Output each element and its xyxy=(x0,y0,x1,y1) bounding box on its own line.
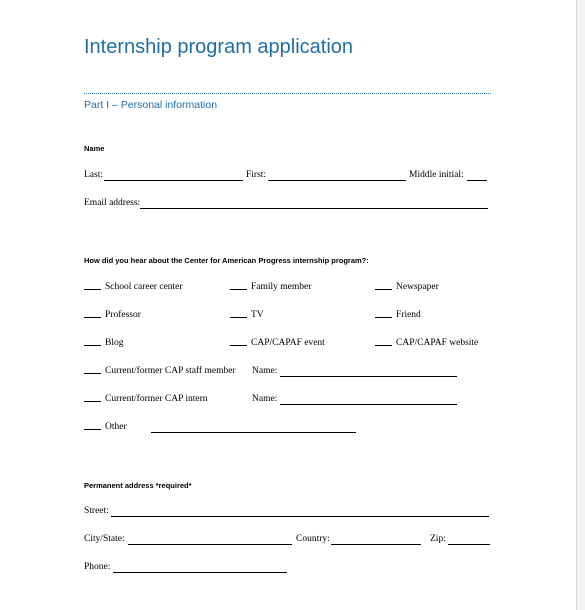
option-label: Other xyxy=(105,422,127,432)
last-name-label: Last: xyxy=(84,170,103,180)
email-label: Email address: xyxy=(84,198,141,208)
option-cap-staff-member[interactable] xyxy=(84,367,236,377)
option-label: TV xyxy=(251,310,264,320)
city-state-label: City/State: xyxy=(84,534,125,544)
option-label: Professor xyxy=(105,310,141,320)
option-label: Current/former CAP intern xyxy=(105,394,208,404)
checkbox-blank[interactable] xyxy=(230,345,247,346)
section-title-part1: Part I – Personal information xyxy=(84,99,218,111)
option-cap-website[interactable] xyxy=(375,339,478,349)
option-friend[interactable] xyxy=(375,311,421,321)
option-family-member[interactable] xyxy=(230,283,311,293)
option-newspaper[interactable] xyxy=(375,283,439,293)
section-divider xyxy=(84,93,491,94)
middle-initial-label: Middle initial: xyxy=(409,170,464,180)
street-label: Street: xyxy=(84,506,109,516)
checkbox-blank[interactable] xyxy=(230,317,247,318)
option-label: CAP/CAPAF event xyxy=(251,338,325,348)
hear-question: How did you hear about the Center for American Progress internship program?: xyxy=(84,256,369,265)
email-field[interactable] xyxy=(140,208,488,209)
staff-name-field[interactable] xyxy=(280,376,457,377)
checkbox-blank[interactable] xyxy=(84,345,101,346)
checkbox-blank[interactable] xyxy=(375,317,392,318)
street-field[interactable] xyxy=(111,516,489,517)
page-title: Internship program application xyxy=(84,36,354,58)
option-label: Current/former CAP staff member xyxy=(105,366,236,376)
option-other[interactable] xyxy=(84,423,127,433)
first-name-label: First: xyxy=(246,170,267,180)
option-label: CAP/CAPAF website xyxy=(396,338,479,348)
checkbox-blank[interactable] xyxy=(84,289,101,290)
option-cap-event[interactable] xyxy=(230,339,325,349)
name-heading: Name xyxy=(84,144,105,153)
checkbox-blank[interactable] xyxy=(84,317,101,318)
option-school-career-center[interactable] xyxy=(84,283,183,293)
option-professor[interactable] xyxy=(84,311,141,321)
checkbox-blank[interactable] xyxy=(375,345,392,346)
checkbox-blank[interactable] xyxy=(84,429,101,430)
phone-field[interactable] xyxy=(113,572,287,573)
country-field[interactable] xyxy=(331,544,421,545)
option-cap-intern[interactable] xyxy=(84,395,208,405)
checkbox-blank[interactable] xyxy=(84,373,101,374)
other-source-field[interactable] xyxy=(151,432,356,433)
last-name-field[interactable] xyxy=(104,180,243,181)
phone-label: Phone: xyxy=(84,562,111,572)
option-tv[interactable] xyxy=(230,311,264,321)
country-label: Country: xyxy=(296,534,330,544)
checkbox-blank[interactable] xyxy=(84,401,101,402)
checkbox-blank[interactable] xyxy=(230,289,247,290)
intern-name-label: Name: xyxy=(252,394,278,404)
zip-field[interactable] xyxy=(448,544,490,545)
city-state-field[interactable] xyxy=(128,544,292,545)
zip-label: Zip: xyxy=(430,534,446,544)
middle-initial-field[interactable] xyxy=(467,180,487,181)
option-label: Friend xyxy=(396,310,421,320)
option-label: Blog xyxy=(105,338,124,348)
option-label: School career center xyxy=(105,282,183,292)
staff-name-label: Name: xyxy=(252,366,278,376)
checkbox-blank[interactable] xyxy=(375,289,392,290)
first-name-field[interactable] xyxy=(268,180,406,181)
option-blog[interactable] xyxy=(84,339,123,349)
intern-name-field[interactable] xyxy=(280,404,457,405)
option-label: Family member xyxy=(251,282,312,292)
permanent-address-heading: Permanent address *required* xyxy=(84,481,192,490)
option-label: Newspaper xyxy=(396,282,439,292)
